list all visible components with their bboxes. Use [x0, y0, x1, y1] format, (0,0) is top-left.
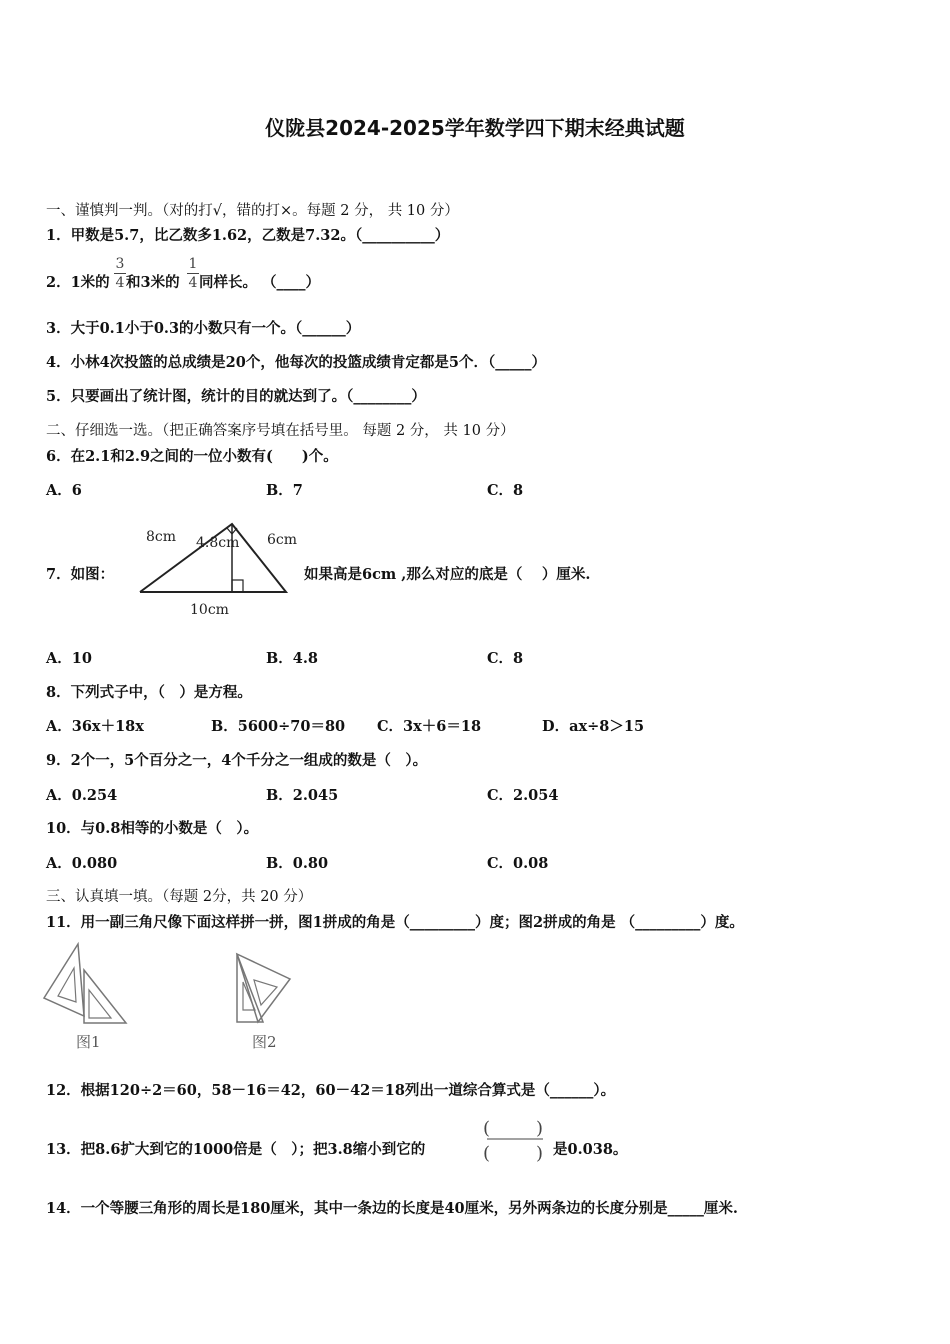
q9-option-c: C．2.054 [487, 787, 559, 804]
label-8cm: 8cm [146, 529, 177, 545]
page-title: 仪陇县2024-2025学年数学四下期末经典试题 [265, 116, 685, 140]
svg-text:): ) [536, 1143, 544, 1164]
q8-option-d: D．ax÷8＞15 [542, 718, 645, 735]
q6-option-a: A．6 [46, 482, 82, 499]
fraction-3-4: 3 4 [115, 256, 125, 291]
q9-option-a: A．0.254 [46, 787, 118, 804]
q6-option-b: B．7 [266, 482, 303, 499]
q8-option-b: B．5600÷70＝80 [211, 718, 346, 735]
label-height: 4.8cm [196, 535, 240, 551]
label-6cm: 6cm [267, 532, 298, 548]
q8-option-c: C．3x＋6＝18 [377, 718, 482, 735]
q8-option-a: A．36x＋18x [46, 718, 144, 735]
question-13-part-a: 13．把8.6扩大到它的1000倍是（ ）；把3.8缩小到它的 [46, 1141, 426, 1158]
question-1: 1．甲数是5.7，比乙数多1.62，乙数是7.32。（__________） [46, 227, 450, 244]
q7-option-a: A．10 [46, 650, 92, 667]
section-3-header: 三、认真填一填。（每题 2分，共 20 分） [46, 889, 313, 905]
q7-option-c: C．8 [487, 650, 524, 667]
svg-text:): ) [536, 1118, 544, 1139]
question-11: 11．用一副三角尺像下面这样拼一拼，图1拼成的角是（_________）度；图2拼成的角是 （_________）度。 [46, 914, 744, 931]
section-2-header: 二、仔细选一选。（把正确答案序号填在括号里。 每题 2 分， 共 10 分） [46, 423, 515, 439]
question-6: 6．在2.1和2.9之间的一位小数有( )个。 [46, 448, 338, 465]
label-10cm: 10cm [190, 602, 229, 618]
question-8: 8．下列式子中，（ ）是方程。 [46, 684, 252, 701]
figure-1-caption: 图1 [76, 1033, 101, 1051]
figure-2-caption: 图2 [252, 1033, 277, 1051]
question-5: 5．只要画出了统计图，统计的目的就达到了。（________） [46, 388, 426, 405]
triangle-figure [128, 515, 308, 625]
question-14: 14．一个等腰三角形的周长是180厘米，其中一条边的长度是40厘米，另外两条边的长度分别是_____厘米. [46, 1200, 738, 1217]
question-7-stem: 如果高是6cm ,那么对应的底是（ ）厘米. [304, 566, 591, 583]
section-1-header: 一、谨慎判一判。（对的打√，错的打×。每题 2 分， 共 10 分） [46, 203, 459, 219]
q7-option-b: B．4.8 [266, 650, 318, 667]
question-10: 10．与0.8相等的小数是（ ）。 [46, 820, 259, 837]
question-9: 9．2个一，5个百分之一，4个千分之一组成的数是（ ）。 [46, 752, 428, 769]
question-12: 12．根据120÷2＝60，58－16＝42，60－42＝18列出一道综合算式是（______）。 [46, 1082, 616, 1099]
question-3: 3．大于0.1小于0.3的小数只有一个。（______） [46, 320, 361, 337]
question-13-part-b: 是0.038。 [553, 1141, 628, 1158]
svg-text:(: ( [483, 1143, 491, 1164]
q9-option-b: B．2.045 [266, 787, 339, 804]
set-square-figure-2 [228, 946, 308, 1030]
svg-text:(: ( [483, 1118, 491, 1139]
q10-option-c: C．0.08 [487, 855, 549, 872]
q10-option-a: A．0.080 [46, 855, 118, 872]
question-7-prefix: 7．如图： [46, 566, 115, 583]
blank-fraction-box [481, 1114, 551, 1166]
fraction-1-4: 1 4 [188, 256, 198, 291]
set-square-figure-1 [40, 940, 140, 1030]
q6-option-c: C．8 [487, 482, 524, 499]
question-4: 4．小林4次投篮的总成绩是20个，他每次的投篮成绩肯定都是5个．（_____） [46, 354, 546, 371]
q10-option-b: B．0.80 [266, 855, 329, 872]
